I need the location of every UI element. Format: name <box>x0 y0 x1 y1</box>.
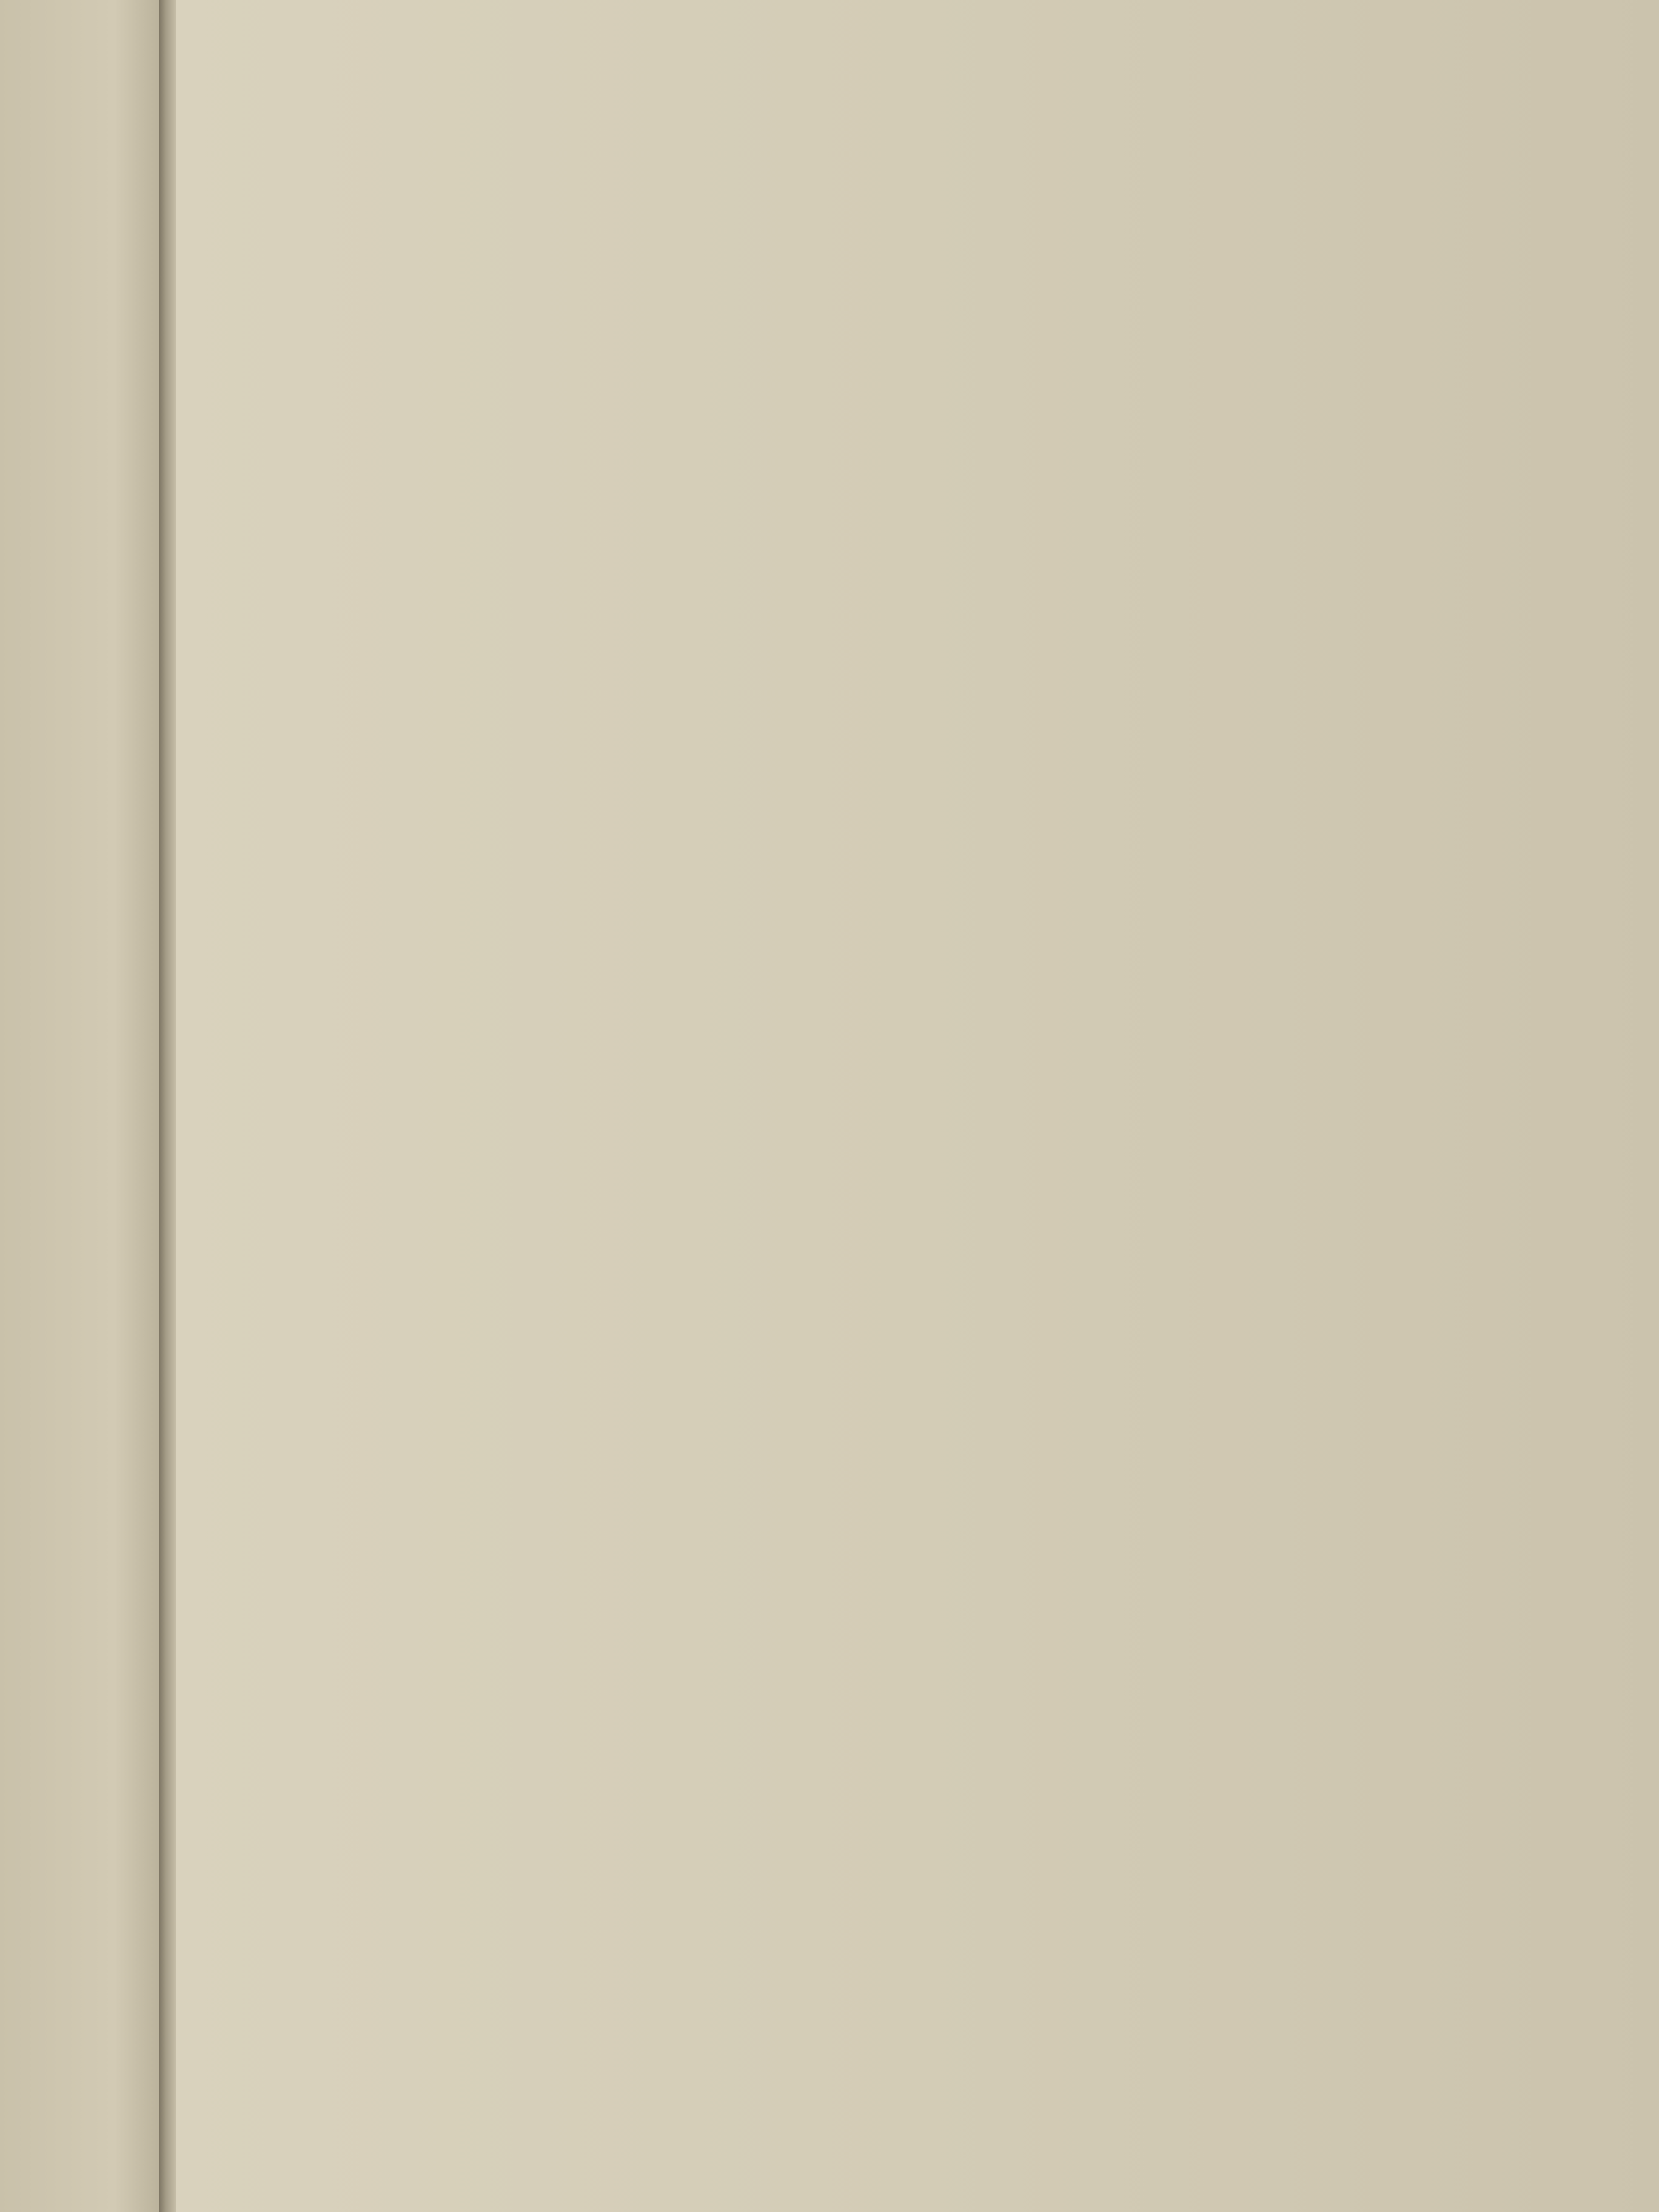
book-gutter <box>159 0 177 2212</box>
center-article-column <box>273 0 1195 34</box>
left-page-edge <box>0 0 164 2212</box>
main-page <box>176 0 1659 2212</box>
